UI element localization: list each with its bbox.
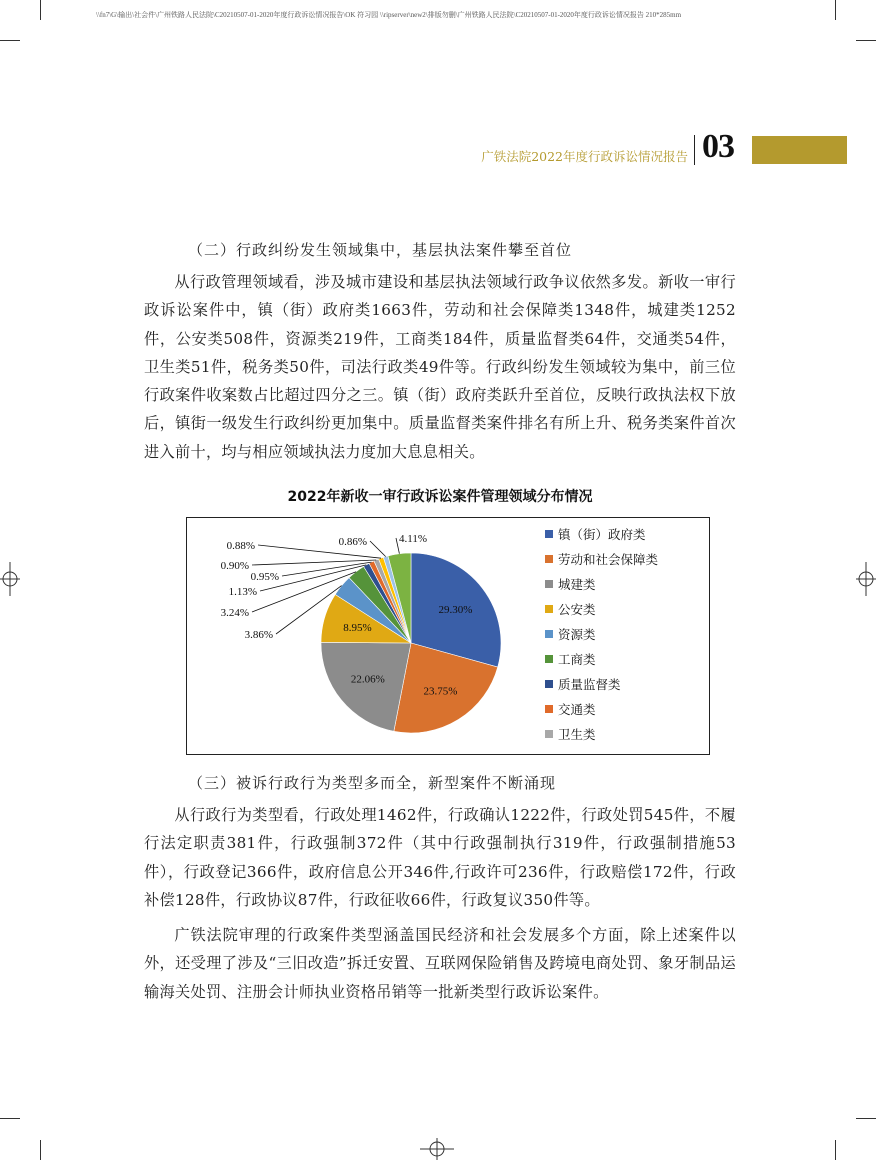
crop-mark xyxy=(0,1118,20,1119)
legend-label: 镇（街）政府类 xyxy=(558,528,646,542)
crop-mark xyxy=(856,40,876,41)
crop-mark xyxy=(856,1118,876,1119)
crop-mark xyxy=(40,1140,41,1160)
legend-label: 质量监督类 xyxy=(558,678,621,692)
pie-data-label: 3.86% xyxy=(244,629,273,641)
section-3-paragraph-2: 广铁法院审理的行政案件类型涵盖国民经济和社会发展多个方面，除上述案件以外，还受理了涉及“三旧改造”拆迁安置、互联网保险销售及跨境电商处罚、象牙制品运输海关处罚、注册会计师执业资格吊销等一批新类型行政诉讼案件。 xyxy=(144,926,736,1001)
legend-label: 工商类 xyxy=(558,653,596,667)
legend-swatch xyxy=(545,730,553,738)
legend-swatch xyxy=(545,705,553,713)
running-header-title: 广铁法院2022年度行政诉讼情况报告 xyxy=(481,149,688,164)
legend-label: 资源类 xyxy=(558,628,596,642)
print-slug: \\fn7\G\输出\社会件\广州铁路人民法院\C20210507-01-2020年度行政诉讼情况报告\OK 符习园 \\ripserver\new2\排版勿删\广州铁路人民法院\C20210507-01-2020年度行政诉讼情况报告 210*285mm xyxy=(96,11,682,19)
crop-mark xyxy=(835,0,836,20)
section-2-paragraph: 从行政管理领域看，涉及城市建设和基层执法领域行政争议依然多发。新收一审行政诉讼案件中，镇（街）政府类1663件，劳动和社会保障类1348件，城建类1252件，公安类508件，资源类219件，工商类184件，质量监督类64件，交通类54件，卫生类51件，税务类50件，司法行政类49件等。行政纠纷发生领域较为集中，前三位行政案件收案数占比超过四分之三。镇（街）政府类跃升至首位，反映行政执法权下放后，镇街一级发生行政纠纷更加集中。质量监督类案件排名有所上升、税务类案件首次进入前十，均与相应领域执法力度加大息息相关。 xyxy=(144,273,736,461)
chart-frame xyxy=(186,517,710,755)
pie-chart xyxy=(187,518,709,754)
pie-leader-line xyxy=(370,541,386,557)
section-heading-3: （三）被诉行政行为类型多而全，新型案件不断涌现 xyxy=(188,774,557,792)
legend-label: 城建类 xyxy=(558,578,596,592)
legend-swatch xyxy=(545,680,553,688)
legend-swatch xyxy=(545,605,553,613)
page-number: 03 xyxy=(702,128,734,165)
registration-mark-right xyxy=(856,562,876,596)
header-accent-bar xyxy=(752,136,847,164)
pie-data-label: 8.95% xyxy=(343,622,372,635)
legend-label: 交通类 xyxy=(558,703,596,717)
pie-data-label: 23.75% xyxy=(423,685,458,698)
legend-swatch xyxy=(545,630,553,638)
crop-mark xyxy=(835,1140,836,1160)
header-divider xyxy=(694,135,695,165)
registration-mark-left xyxy=(0,562,20,596)
chart-title: 2022年新收一审行政诉讼案件管理领域分布情况 xyxy=(287,489,593,505)
section-3-paragraph-1: 从行政行为类型看，行政处理1462件，行政确认1222件，行政处罚545件，不履行法定职责381件，行政强制372件（其中行政强制执行319件，行政强制措施53件），行政登记366件，政府信息公开346件,行政许可236件，行政赔偿172件，行政补偿128件，行政协议87件，行政征收66件，行政复议350件等。 xyxy=(144,806,736,909)
legend-label: 公安类 xyxy=(558,603,596,617)
legend-label: 劳动和社会保障类 xyxy=(558,553,659,567)
pie-data-label: 29.30% xyxy=(438,604,473,617)
pie-data-label: 0.95% xyxy=(250,571,279,583)
legend-label: 卫生类 xyxy=(558,728,596,742)
pie-data-label: 0.90% xyxy=(220,560,249,572)
section-heading-2: （二）行政纠纷发生领域集中，基层执法案件攀至首位 xyxy=(188,241,573,259)
pie-data-label: 0.86% xyxy=(338,536,367,548)
pie-data-label: 1.13% xyxy=(228,586,257,598)
pie-data-label: 4.11% xyxy=(399,533,428,545)
legend-swatch xyxy=(545,655,553,663)
legend-swatch xyxy=(545,580,553,588)
legend-swatch xyxy=(545,530,553,538)
legend-swatch xyxy=(545,555,553,563)
registration-mark-bottom xyxy=(420,1138,454,1160)
pie-data-label: 22.06% xyxy=(350,673,385,686)
pie-data-label: 0.88% xyxy=(226,540,255,552)
pie-data-label: 3.24% xyxy=(220,607,249,619)
crop-mark xyxy=(0,40,20,41)
crop-mark xyxy=(40,0,41,20)
